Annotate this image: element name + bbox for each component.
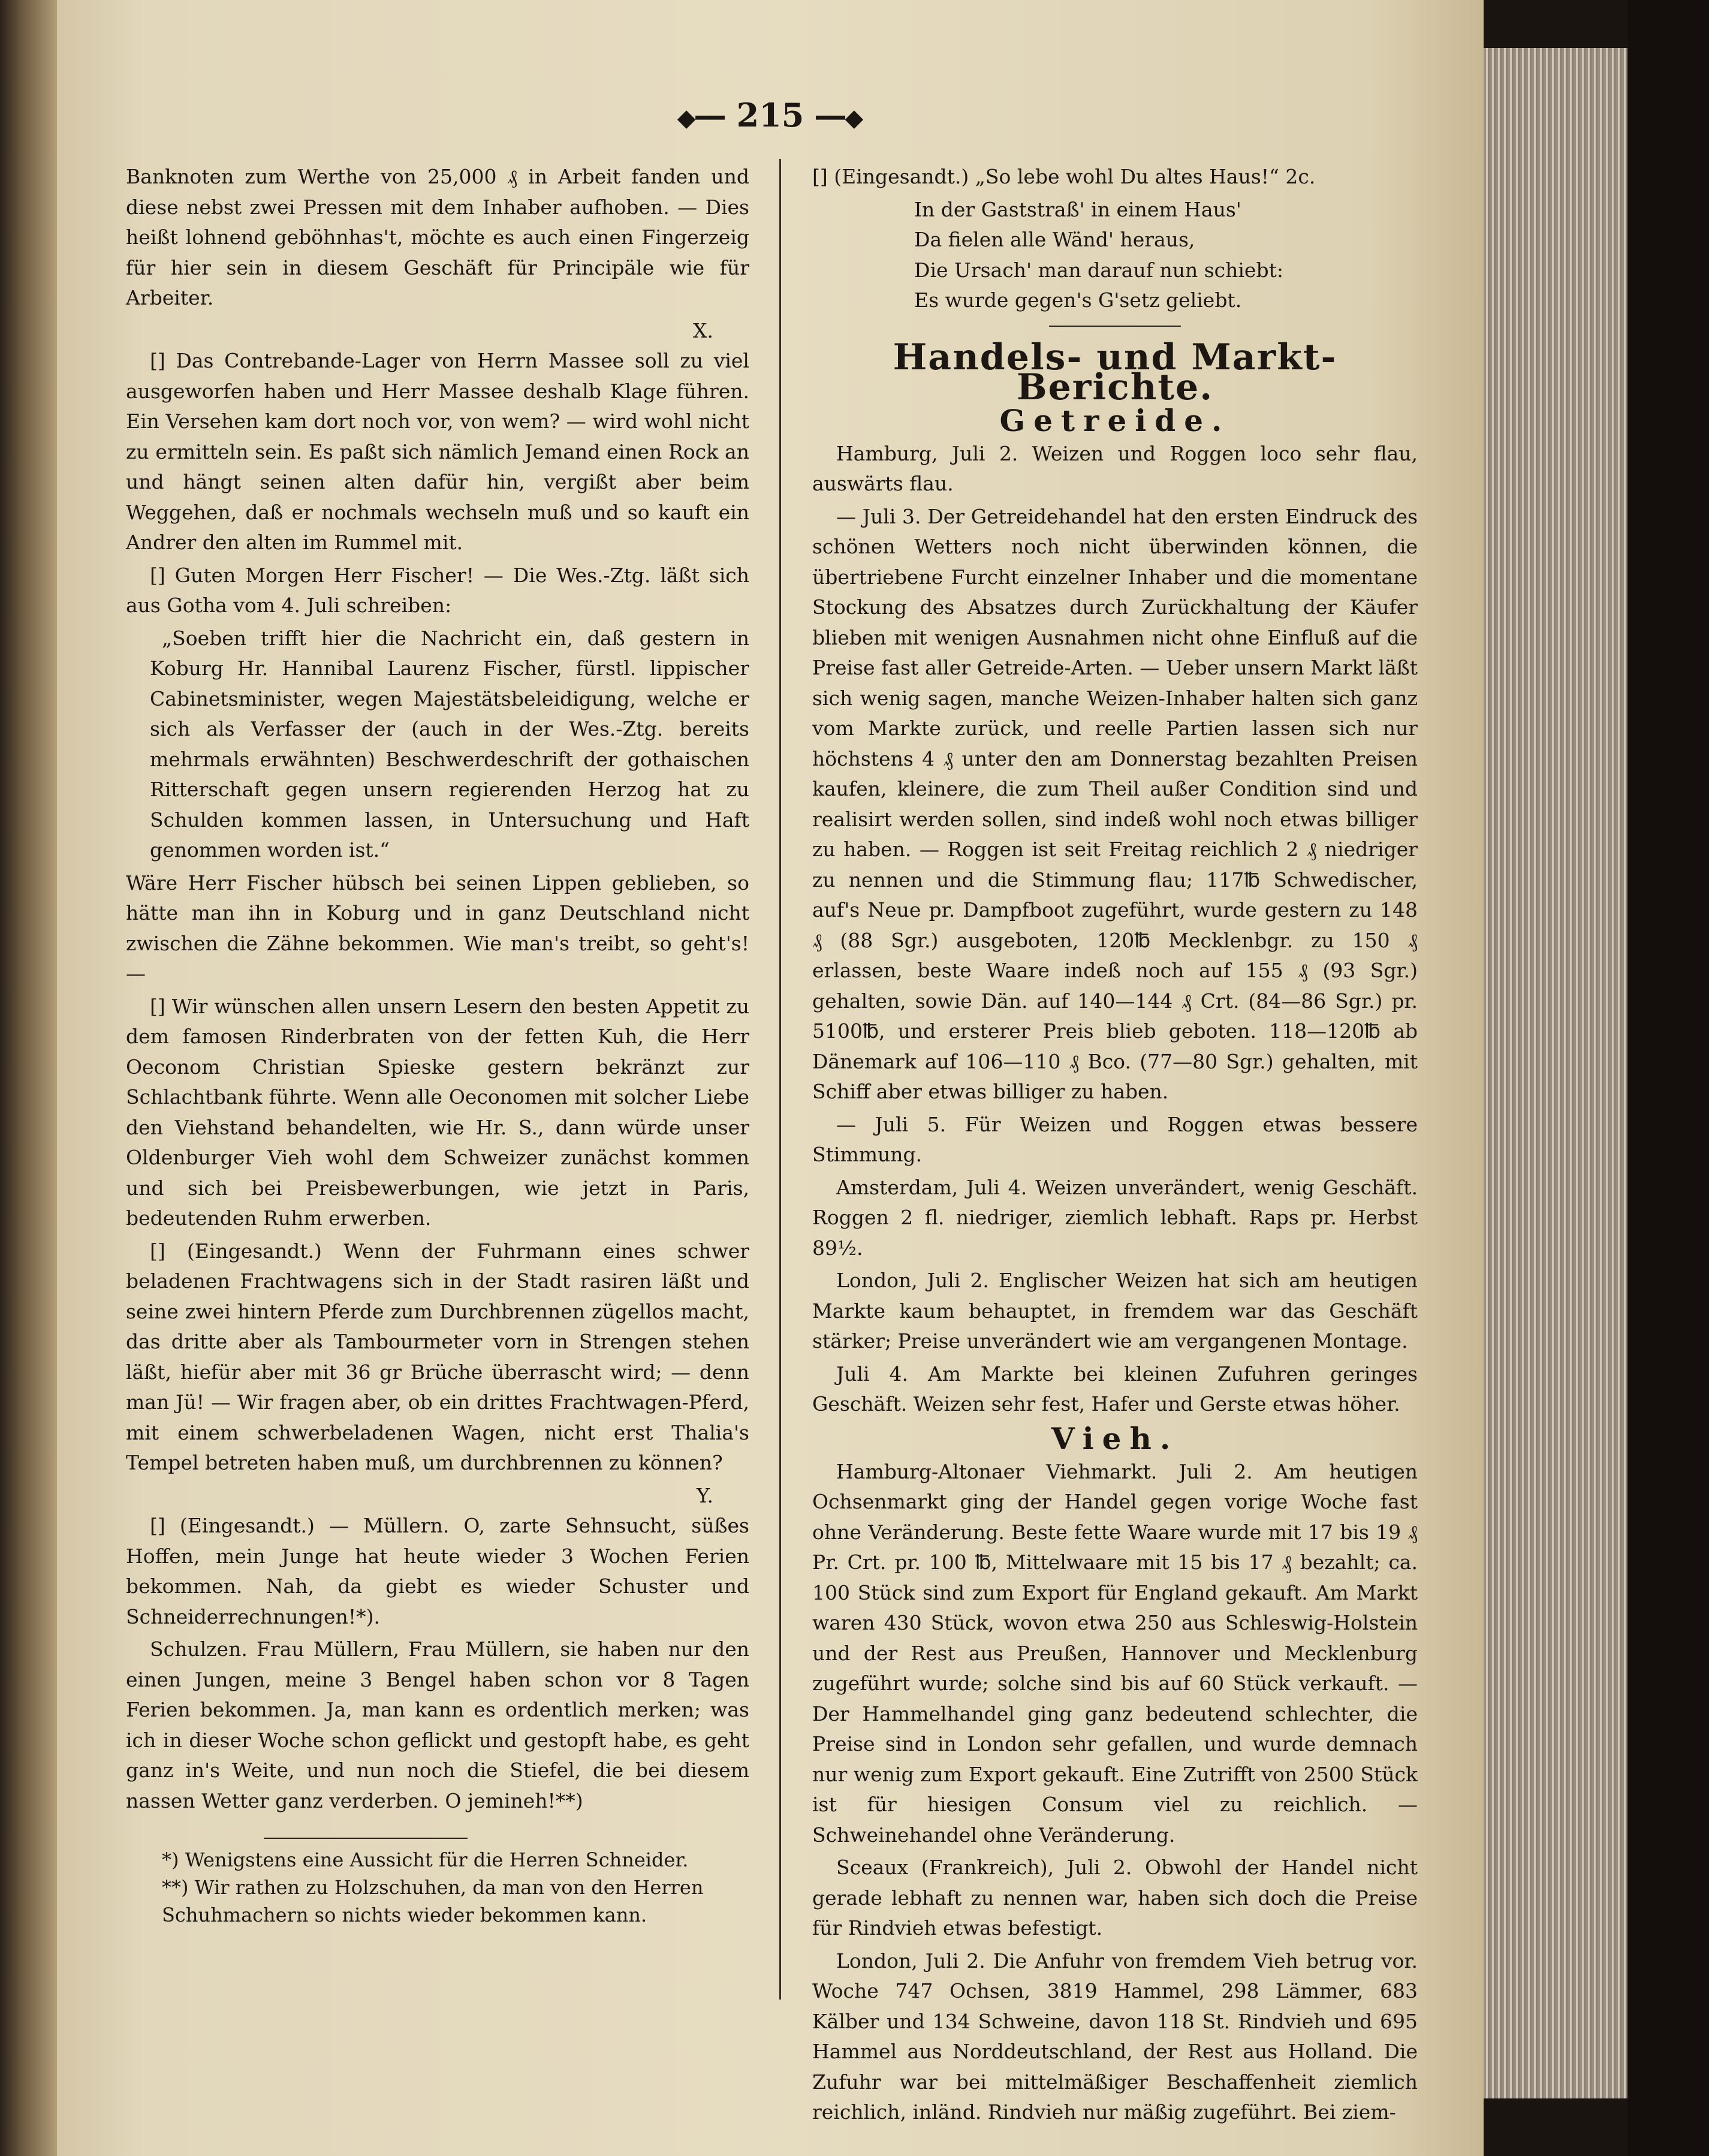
report-sceaux: Sceaux (Frankreich), Juli 2. Obwohl der Handel nicht gerade lebhaft zu nennen war, haben sich doch die Preise für Rindvieh etwas befestigt. bbox=[812, 1856, 1418, 1940]
poem-line: Da fielen alle Wänd' heraus, bbox=[914, 228, 1195, 251]
ornament-right-icon: ━━◆ bbox=[816, 104, 864, 133]
footnote-rule bbox=[264, 1838, 468, 1839]
article-schulzen: Schulzen. Frau Müllern, Frau Müllern, sie haben nur den einen Jungen, meine 3 Bengel haben schon vor 8 Tagen Ferien bekommen. Ja, man kann es ordentlich merken; was ich in dieser Woche schon geflickt und gestopft habe, es geht ganz in's Weite, und nun noch die Stiefel, die bei diesem nassen Wetter ganz verderben. O jemineh!**) bbox=[126, 1637, 749, 1812]
report-hamburg-juli2: Hamburg, Juli 2. Weizen und Roggen loco sehr flau, auswärts flau. bbox=[812, 441, 1418, 495]
report-london-juli4: Juli 4. Am Markte bei kleinen Zufuhren geringes Geschäft. Weizen sehr fest, Hafer und Gerste etwas höher. bbox=[812, 1362, 1418, 1416]
right-column bbox=[812, 162, 1418, 2130]
footnote-2: **) Wir rathen zu Holzschuhen, da man von den Herren Schuhmachern so nichts wieder bekommen kann. bbox=[162, 1876, 704, 1926]
poem-intro: [] (Eingesandt.) „So lebe wohl Du altes Haus!“ 2c. bbox=[812, 165, 1316, 188]
article-banknoten: Banknoten zum Werthe von 25,000 ₰ in Arbeit fanden und diese nebst zwei Pressen mit dem Inhaber aufhoben. — Dies heißt lohnend geböhnhas't, möchte es auch einen Fingerzeig für hier sein in diesem Geschäft für Principäle wie für Arbeiter. bbox=[126, 165, 749, 309]
report-amsterdam: Amsterdam, Juli 4. Weizen unverändert, wenig Geschäft. Roggen 2 fl. niedriger, ziemlich lebhaft. Raps pr. Herbst 89½. bbox=[812, 1175, 1418, 1260]
subheading-getreide: Getreide. bbox=[999, 402, 1231, 438]
article-muellern: [] (Eingesandt.) — Müllern. O, zarte Sehnsucht, süßes Hoffen, mein Junge hat heute wieder 3 Wochen Ferien bekommen. Nah, da giebt es wieder Schuster und Schneiderrechnungen!*). bbox=[126, 1514, 749, 1628]
section-heading: Handels- und Markt-Berichte. bbox=[893, 336, 1337, 408]
subheading-vieh: Vieh. bbox=[1051, 1420, 1179, 1456]
report-hamburg-juli3: — Juli 3. Der Getreidehandel hat den ersten Eindruck des schönen Wetters noch nicht überwinden können, die übertriebene Furcht einzelner Inhaber und die momentane Stockung des Absatzes durch Zurückhaltung der Käufer blieben mit wenigen Ausnahmen nicht ohne Einfluß auf die Preise fast aller Getreide-Arten. — Ueber unsern Markt läßt sich wenig sagen, manche Weizen-Inhaber halten sich ganz vom Markte zurück, und reelle Partien lassen sich nur höchstens 4 ₰ unter den am Donnerstag bezahlten Preisen kaufen, kleinere, die zum Theil außer Condition sind und realisirt werden sollen, sind indeß wohl noch etwas billiger zu haben. — Roggen ist seit Freitag reichlich 2 ₰ niedriger zu nennen und die Stimmung flau; 117℔ Schwedischer, auf's Neue pr. Dampfboot zugeführt, wurde gestern zu 148 ₰ (88 Sgr.) ausgeboten, 120℔ Mecklenbgr. zu 150 ₰ erlassen, beste Waare indeß noch auf 155 ₰ (93 Sgr.) gehalten, sowie Dän. auf 140—144 ₰ Crt. (84—86 Sgr.) pr. 5100℔, und ersterer Preis blieb geboten. 118—120℔ ab Dänemark auf 106—110 ₰ Bco. (77—80 Sgr.) gehalten, mit Schiff aber etwas billiger zu haben. bbox=[812, 504, 1418, 1103]
previous-page-edge bbox=[0, 0, 57, 2156]
column-divider bbox=[779, 159, 781, 2000]
signature-y: Y. bbox=[696, 1483, 713, 1507]
report-london-vieh: London, Juli 2. Die Anfuhr von fremdem Vieh betrug vor. Woche 747 Ochsen, 3819 Hammel, 298 Lämmer, 683 Kälber und 134 Schweine, davon 118 St. Rindvieh und 695 Hammel aus Norddeutschland, der Rest aus Holland. Die Zufuhr war bei mittelmäßiger Beschaffenheit ziemlich reichlich, inländ. Rindvieh nur mäßig zugeführt. Bei ziem- bbox=[812, 1949, 1418, 2124]
article-contrebande: [] Das Contrebande-Lager von Herrn Massee soll zu viel ausgeworfen haben und Herr Massee deshalb Klage führen. Ein Versehen kam dort noch vor, von wem? — wird wohl nicht zu ermitteln sein. Es paßt sich nämlich Jemand einen Rock an und hängt seinen alten dafür hin, vergißt aber beim Weggehen, daß er nochmals wechseln muß und so kauft ein Andrer den alten im Rummel mit. bbox=[126, 349, 749, 554]
poem-line: Es wurde gegen's G'setz geliebt. bbox=[914, 288, 1242, 312]
poem-line: Die Ursach' man darauf nun schiebt: bbox=[914, 258, 1283, 282]
article-rinderbraten: [] Wir wünschen allen unsern Lesern den besten Appetit zu dem famosen Rinderbraten von der fetten Kuh, die Herr Oeconom Christian Spieske gestern bekränzt zur Schlachtbank führte. Wenn alle Oeconomen mit solcher Liebe den Viehstand behandelten, wie Hr. S., dann würde unser Oldenburger Vieh wohl dem Schweizer zunächst kommen und sich bei Preisbewerbungen, wie jetzt in Paris, bedeutenden Ruhm erwerben. bbox=[126, 994, 749, 1230]
left-column bbox=[126, 162, 749, 1929]
report-london-juli2: London, Juli 2. Englischer Weizen hat sich am heutigen Markte kaum behauptet, in fremdem war das Geschäft stärker; Preise unverändert wie am vergangenen Montage. bbox=[812, 1269, 1418, 1353]
signature-x: X. bbox=[693, 318, 713, 342]
report-viehmarkt: Hamburg-Altonaer Viehmarkt. Juli 2. Am heutigen Ochsenmarkt ging der Handel gegen vorige Woche fast ohne Veränderung. Beste fette Waare wurde mit 17 bis 19 ₰ Pr. Crt. pr. 100 ℔, Mittelwaare mit 15 bis 17 ₰ bezahlt; ca. 100 Stück sind zum Export für England gekauft. Am Markt waren 430 Stück, wovon etwa 250 aus Schleswig-Holstein und der Rest aus Preußen, Hannover und Mecklenburg zugeführt wurde; solche sind bis auf 60 Stück verkauft. — Der Hammelhandel ging ganz bedeutend schlechter, die Preise sind in London sehr gefallen, und wurde demnach nur wenig zum Export gekauft. Eine Zutrifft von 2500 Stück ist für hiesigen Consum viel zu reichlich. — Schweinehandel ohne Veränderung. bbox=[812, 1459, 1418, 1847]
newspaper-page bbox=[57, 0, 1484, 2156]
ornament-left-icon: ◆━━ bbox=[677, 104, 725, 133]
poem bbox=[812, 195, 1418, 316]
book-page-edges bbox=[1484, 48, 1627, 2098]
article-fischer: [] Guten Morgen Herr Fischer! — Die Wes.-Ztg. läßt sich aus Gotha vom 4. Juli schreiben: bbox=[126, 563, 749, 617]
article-fischer-comment: Wäre Herr Fischer hübsch bei seinen Lippen geblieben, so hätte man ihn in Koburg und in ganz Deutschland nicht zwischen die Zähne bekommen. Wie man's treibt, so geht's! — bbox=[126, 871, 749, 985]
page-header bbox=[57, 96, 1484, 134]
page-number: 215 bbox=[736, 96, 804, 134]
report-hamburg-juli5: — Juli 5. Für Weizen und Roggen etwas bessere Stimmung. bbox=[812, 1112, 1418, 1166]
background-right bbox=[1627, 0, 1709, 2156]
section-rule bbox=[1049, 326, 1181, 327]
footnote-1: *) Wenigstens eine Aussicht für die Herren Schneider. bbox=[162, 1848, 689, 1871]
poem-line: In der Gaststraß' in einem Haus' bbox=[914, 197, 1241, 221]
article-fischer-quote: „Soeben trifft hier die Nachricht ein, daß gestern in Koburg Hr. Hannibal Laurenz Fischer, fürstl. lippischer Cabinetsminister, wegen Majestätsbeleidigung, welche er sich als Verfasser der (auch in der Wes.-Ztg. bereits mehrmals erwähnten) Beschwerdeschrift der gothaischen Ritterschaft gegen unsern regierenden Herzog hat zu Schulden kommen lassen, in Untersuchung und Haft genommen worden ist.“ bbox=[150, 626, 749, 862]
article-fuhrmann: [] (Eingesandt.) Wenn der Fuhrmann eines schwer beladenen Frachtwagens sich in der Stadt rasiren läßt und seine zwei hintern Pferde zum Durchbrennen zügellos macht, das dritte aber als Tambourmeter vorn in Strengen stehen läßt, hiefür aber mit 36 gr Brüche überrascht wird; — denn man Jü! — Wir fragen aber, ob ein drittes Frachtwagen-Pferd, mit einem schwerbeladenen Wagen, nicht erst Thalia's Tempel betreten haben muß, um durchbrennen zu können? bbox=[126, 1239, 749, 1474]
